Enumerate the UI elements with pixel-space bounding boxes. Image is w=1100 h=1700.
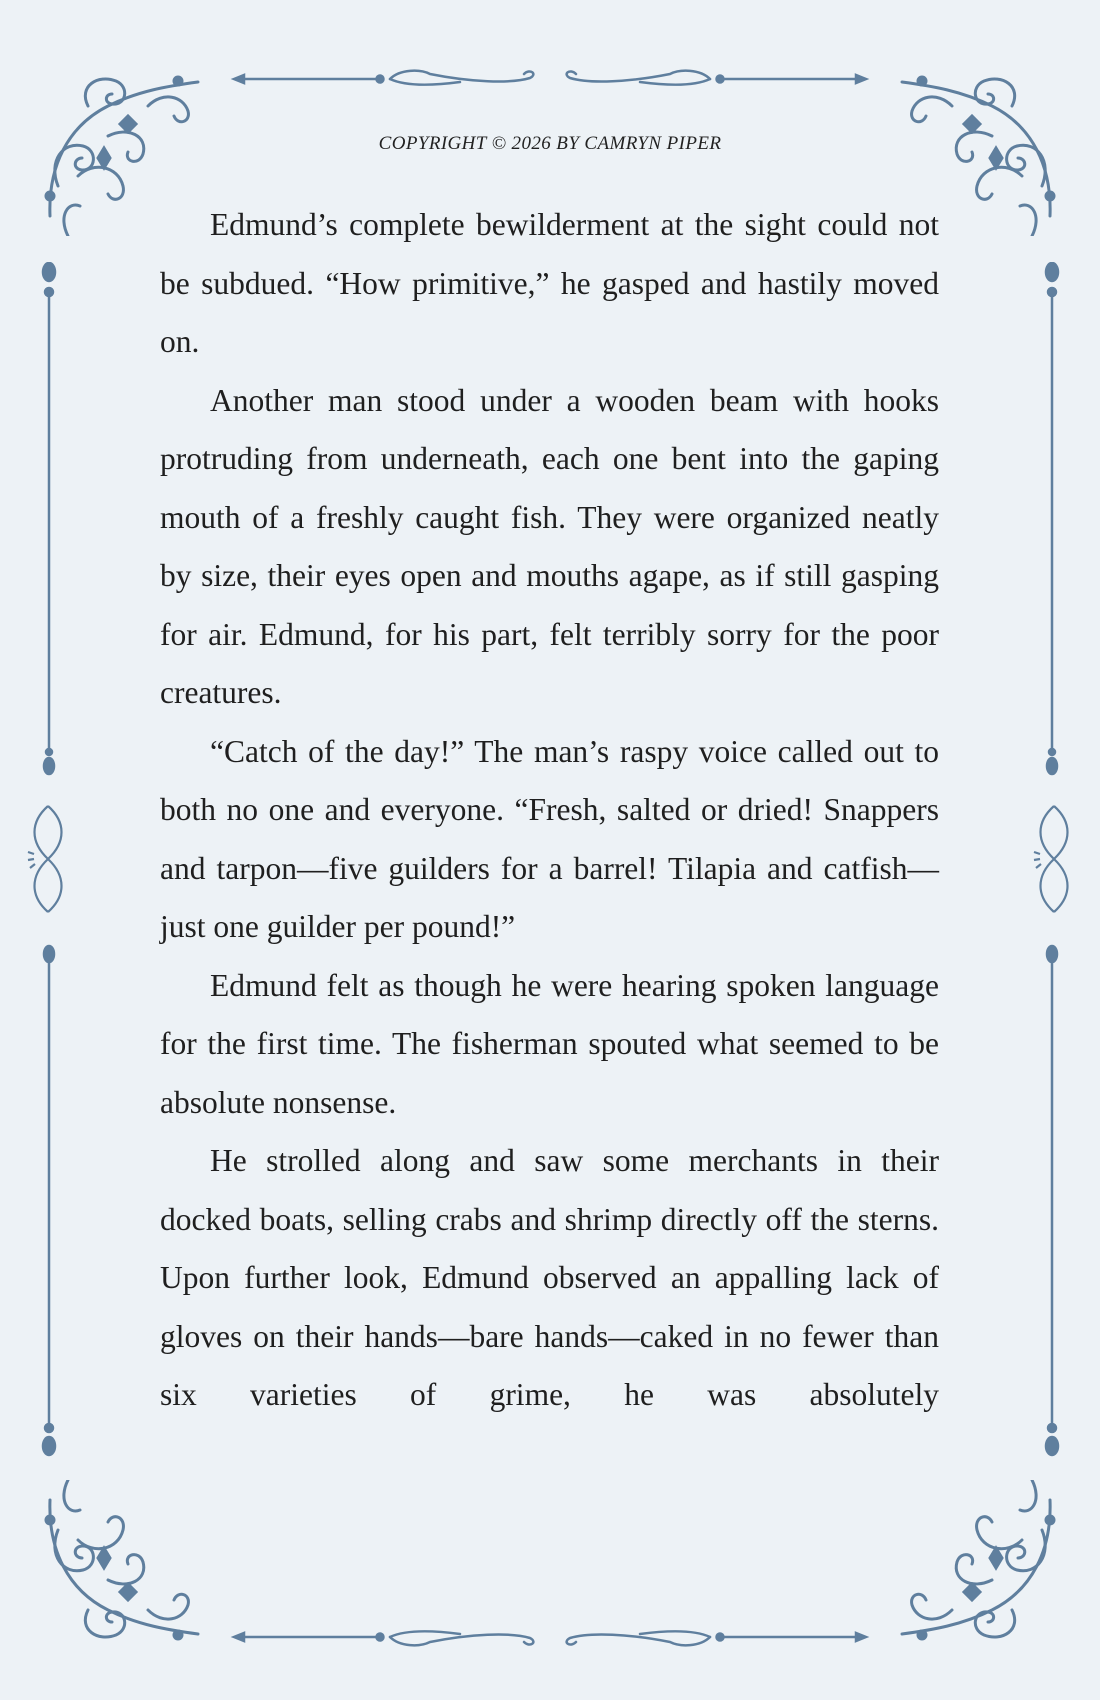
copyright-header: COPYRIGHT © 2026 BY CAMRYN PIPER	[378, 133, 722, 154]
bottom-scroll-divider-icon	[230, 1622, 870, 1652]
corner-ornament-bottom-right-icon	[892, 1480, 1062, 1650]
paragraph: Another man stood under a wooden beam with hooks protruding from underneath, each one bent into the gaping mouth of a freshly caught fish. They were organized neatly by size, their eyes open and mouths agape, as if still gasping for air. Edmund, for his part, felt terribly sorry for the poor creatures.	[160, 382, 939, 710]
body-text	[160, 196, 939, 1425]
paragraph: He strolled along and saw some merchants in their docked boats, selling crabs and shrimp directly off the sterns. Upon further look, Edmund observed an appalling lack of gloves on their hands—bare hands—caked in no fewer than six varieties of grime, he was absolutely	[160, 1143, 939, 1412]
left-upper-rod-icon	[39, 262, 59, 776]
paragraph: Edmund’s complete bewilderment at the sight could not be subdued. “How primitive,” he gasped and hastily moved on.	[160, 207, 939, 359]
left-loop-knot-icon	[26, 802, 70, 916]
paragraph: Edmund felt as though he were hearing spoken language for the first time. The fisherman spouted what seemed to be absolute nonsense.	[160, 967, 939, 1120]
corner-ornament-bottom-left-icon	[38, 1480, 208, 1650]
right-loop-knot-icon	[1032, 802, 1076, 916]
right-lower-rod-icon	[1042, 944, 1062, 1458]
top-scroll-divider-icon	[230, 64, 870, 94]
right-upper-rod-icon	[1042, 262, 1062, 776]
paragraph: “Catch of the day!” The man’s raspy voice called out to both no one and everyone. “Fresh, salted or dried! Snappers and tarpon—five guilders for a barrel! Tilapia and catfish—just one guilder per pound!”	[160, 733, 939, 944]
left-lower-rod-icon	[39, 944, 59, 1458]
